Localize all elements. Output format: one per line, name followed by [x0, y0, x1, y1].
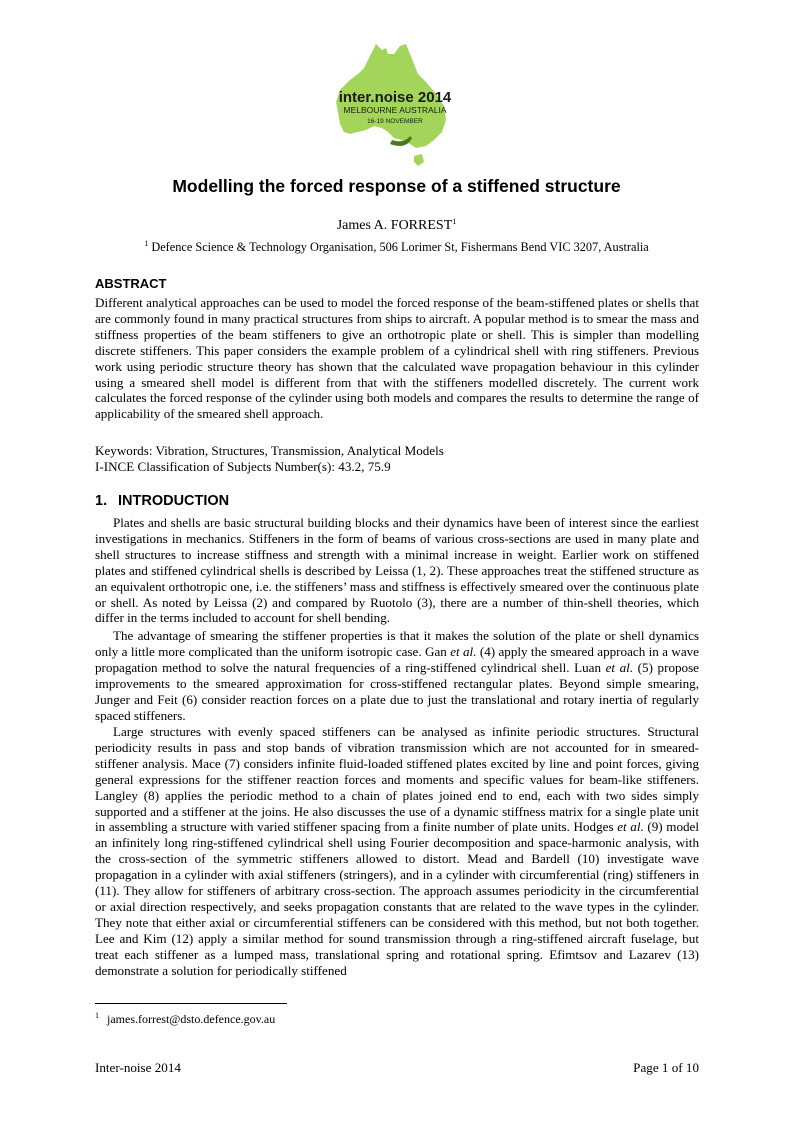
text-run: (4) apply the smeared approach in a wave propagation method to solve the natural frequencies of a ring-stiffened cylindrical shell. Luan	[95, 643, 699, 675]
footnote	[95, 1012, 275, 1027]
affiliation-text: Defence Science & Technology Organisation, 506 Lorimer St, Fishermans Bend VIC 3207, Australia	[151, 240, 649, 254]
footnote-email[interactable]: james.forrest@dsto.defence.gov.au	[107, 1012, 276, 1026]
affiliation-mark: 1	[144, 239, 149, 248]
keywords: Keywords: Vibration, Structures, Transmission, Analytical Models	[95, 443, 444, 458]
italic-run: et al.	[617, 819, 644, 835]
australia-map-logo	[330, 40, 460, 170]
section-title: INTRODUCTION	[118, 493, 230, 509]
logo-line3: 16-19 NOVEMBER	[367, 118, 423, 125]
author-name: James A. FORREST	[336, 218, 453, 233]
italic-run: et al.	[605, 659, 634, 675]
logo-line1: inter.noise 2014	[338, 89, 452, 106]
text-run: Plates and shells are basic structural building blocks and their dynamics have been of interest since the earliest investigations in mechanics. Stiffeners in the form of beams of various cross-sections are used in many plate and shell structures to increase stiffness and strength with a minimal increase in weight. Earlier work on stiffened plates and stiffened cylindrical shells is described by Leissa (1, 2). These approaches treat the stiffened structure as an equivalent orthotropic one, i.e. the stiffeners’ mass and stiffness is effectively smeared over the continuous plate or shell. As noted by Leissa (2) and compared by Ruotolo (3), there are a number of thin-shell theories, which differ in the terms included to account for shell bending.	[95, 515, 699, 626]
conference-logo	[330, 40, 460, 170]
text-run: (5) propose improvements to the smeared approximation for cross-stiffened rectangular plates. Beyond simple smearing, Junger and Feit (6) consider reaction forces on a plate due to just the translational and rotary inertia of regularly spaced stiffeners.	[95, 659, 699, 723]
section-heading-introduction	[95, 493, 229, 509]
author-line	[0, 218, 793, 234]
section-number: 1.	[95, 493, 108, 509]
text-run: Large structures with evenly spaced stiffeners can be analysed as infinite periodic structures. Structural periodicity results in pass and stop bands of vibration transmission which are not accounted for in smeared-stiffener analysis. Mace (7) considers infinite fluid-loaded stiffened plates excited by line and point forces, giving general expressions for the stiffener reaction forces and moments and specific values for beam-like stiffeners. Langley (8) applies the periodic method to a chain of plates joined end to end, each with two sides simply supported and a stiffener at the joins. He also discusses the use of a dynamic stiffness matrix for a single plate unit in assembling a structure with varied stiffener spacing from a finite number of plate units. Hodges	[95, 724, 699, 835]
classification: I-INCE Classification of Subjects Number(s): 43.2, 75.9	[95, 459, 391, 474]
footnote-mark: 1	[95, 1011, 99, 1020]
footer-conference: Inter-noise 2014	[95, 1060, 181, 1075]
intro-paragraph-3	[95, 724, 699, 979]
text-run: The advantage of smearing the stiffener properties is that it makes the solution of the plate or shell dynamics only a little more complicated than the uniform isotropic case. Gan	[95, 628, 699, 659]
footnote-divider	[95, 1003, 287, 1004]
paper-title: Modelling the forced response of a stiffened structure	[172, 176, 621, 196]
author-affil-mark: 1	[452, 217, 457, 226]
footer-page-number: Page 1 of 10	[633, 1060, 699, 1075]
intro-paragraph-1	[95, 515, 699, 626]
logo-line2: MELBOURNE AUSTRALIA	[343, 105, 447, 115]
intro-paragraph-2	[95, 628, 699, 723]
abstract-heading: ABSTRACT	[95, 276, 167, 291]
abstract-text: Different analytical approaches can be used to model the forced response of the beam-stiffened plates or shells that are commonly found in many practical structures from ships to aircraft. A popular method is to smear the mass and stiffness properties of the beam stiffeners to give an orthotropic plate or shell. This is simpler than modelling discrete stiffeners. This paper considers the example problem of a cylindrical shell with ring stiffeners. Previous work using periodic structure theory has shown that the calculated wave propagation behaviour in this cylinder using a smeared shell model is different from that with the stiffeners modelled discretely. The current work calculates the forced response of the cylinder using both models and compares the results to determine the range of applicability of the smeared shell approach.	[95, 295, 699, 422]
tasmania-shape	[414, 154, 424, 166]
affiliation-line	[0, 240, 793, 255]
italic-run: et al.	[450, 643, 477, 659]
text-run: (9) model an infinitely long ring-stiffened cylindrical shell using Fourier decomposition and space-harmonic analysis, with the cross-section of the symmetric stiffeners allowed to distort. Mead and Bardell (10) investigate wave propagation in a cylinder with axial stiffeners (stringers), and in a cylinder with circumferential (ring) stiffeners in (11). They allow for stiffeners of arbitrary cross-section. The approach assumes periodicity in the circumferential or axial direction respectively, and seeks propagation constants that are related to the wave types in the cylinder. They note that either axial or circumferential stiffeners can be considered with this method, but not both together. Lee and Kim (12) apply a similar method for sound transmission through a ring-stiffened aircraft fuselage, but treat each stiffener as a lumped mass, translational spring and rotational spring. Efimtsov and Lazarev (13) demonstrate a solution for periodically stiffened	[95, 819, 699, 978]
